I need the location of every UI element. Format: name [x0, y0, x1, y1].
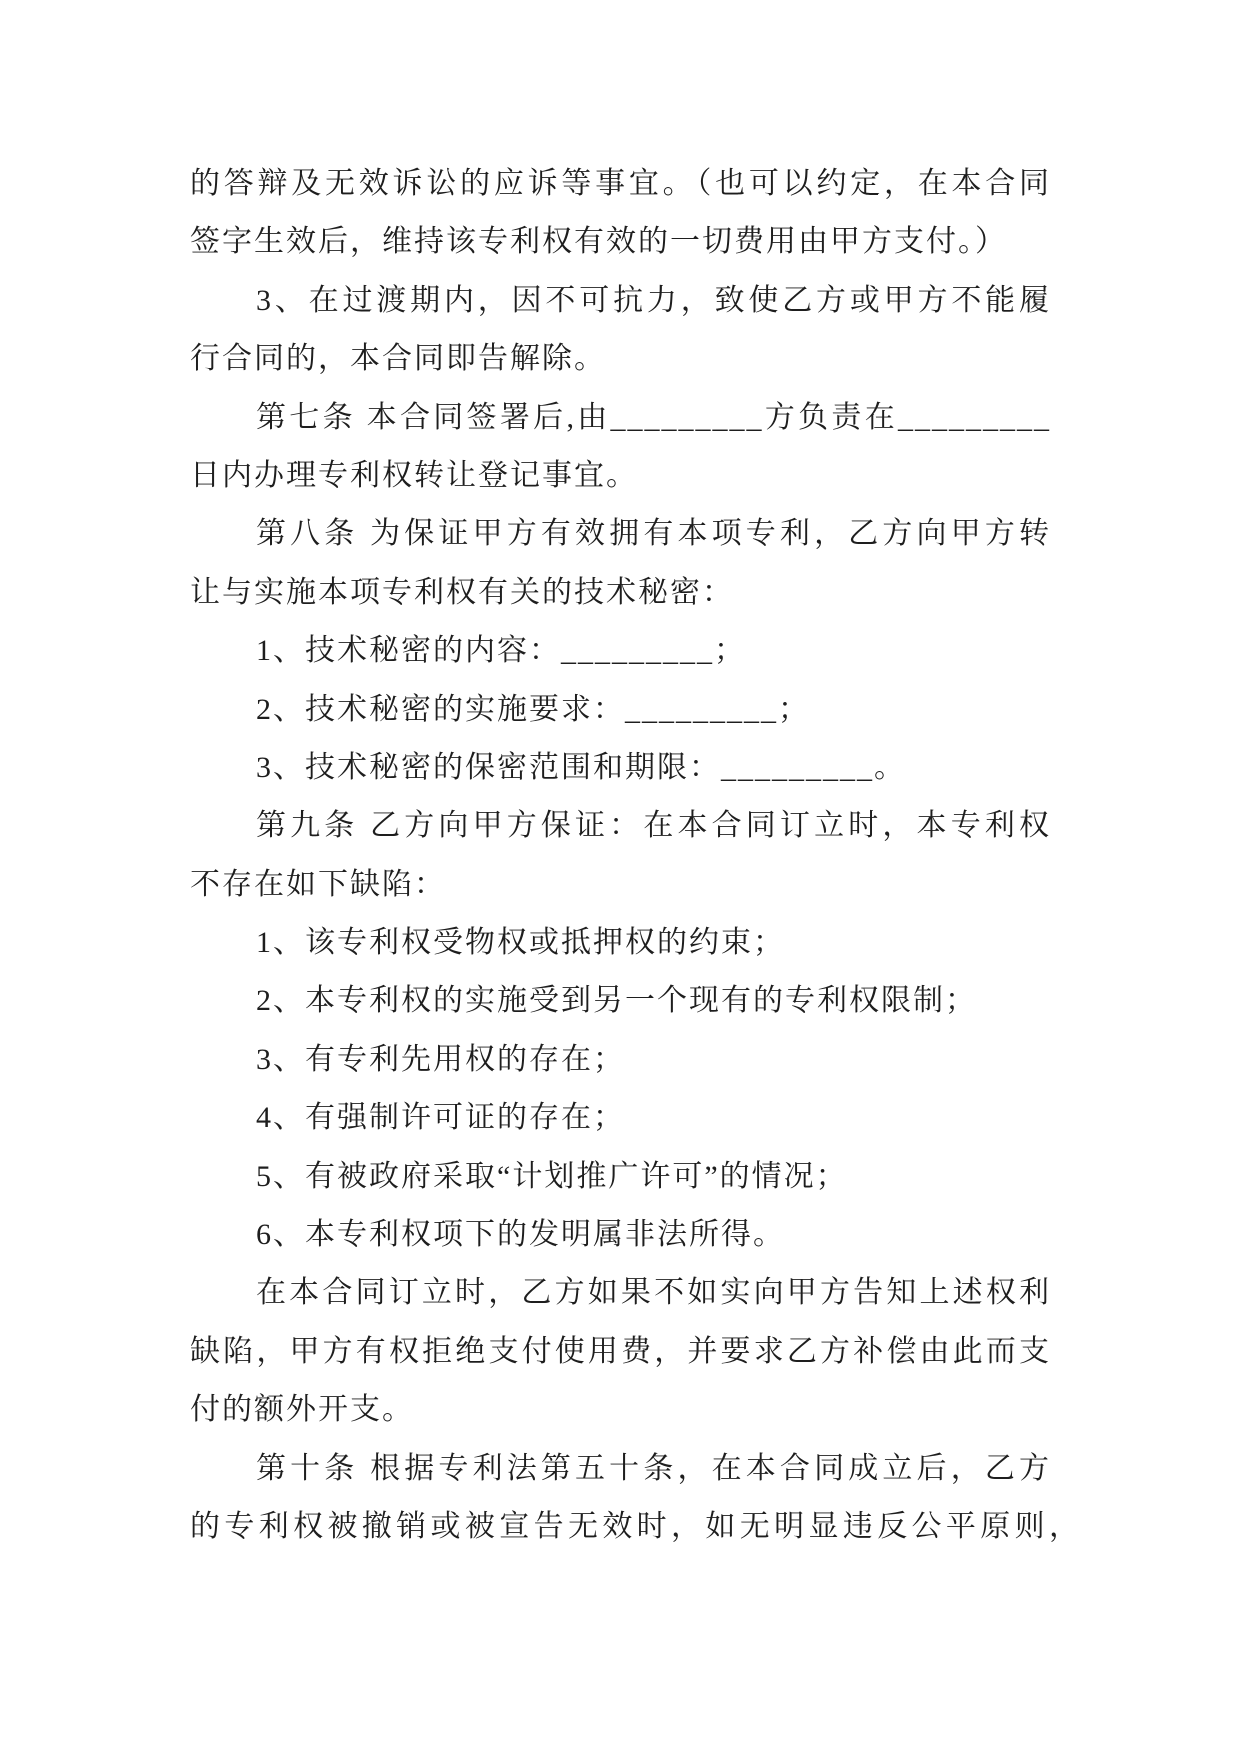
defect-item-4 [190, 1089, 1051, 1147]
text-line: 3、有专利先用权的存在； [256, 1042, 625, 1076]
text-line: 的答辩及无效诉讼的应诉等事宜。（也可以约定，在本合同 [190, 167, 1051, 200]
document-body [190, 155, 1081, 1556]
defect-item-5 [190, 1148, 1051, 1206]
text-line: 第七条 本合同签署后,由_________方负责在_________ [256, 400, 1051, 434]
defect-item-6 [190, 1206, 1051, 1264]
text-line: 签字生效后，维持该专利权有效的一切费用由甲方支付。） [190, 225, 1007, 259]
clause-10-paragraph [190, 1440, 1081, 1557]
text-line: 的专利权被撤销或被宣告无效时，如无明显违反公平原则， [190, 1509, 1081, 1543]
text-line: 4、有强制许可证的存在； [256, 1101, 625, 1135]
secret-requirements-item [190, 681, 1051, 739]
paragraph-continuation [190, 155, 1051, 272]
clause-9-paragraph [190, 797, 1051, 914]
clause-7-paragraph [190, 389, 1051, 506]
text-line: 2、技术秘密的实施要求：_________； [256, 692, 810, 726]
text-line: 不存在如下缺陷： [190, 867, 446, 901]
secret-content-item [190, 622, 1051, 680]
disclosure-obligation-paragraph [190, 1264, 1051, 1439]
text-line: 在本合同订立时，乙方如果不如实向甲方告知上述权利 [256, 1276, 1051, 1310]
text-line: 第十条 根据专利法第五十条，在本合同成立后，乙方 [256, 1451, 1051, 1485]
text-line: 1、技术秘密的内容：_________； [256, 634, 746, 668]
clause-8-paragraph [190, 505, 1051, 622]
text-line: 3、技术秘密的保密范围和期限：_________。 [256, 750, 906, 784]
text-line: 第八条 为保证甲方有效拥有本项专利，乙方向甲方转 [256, 517, 1051, 551]
defect-item-2 [190, 972, 1051, 1030]
defect-item-1 [190, 914, 1051, 972]
text-line: 日内办理专利权转让登记事宜。 [190, 458, 638, 492]
text-line: 2、本专利权的实施受到另一个现有的专利权限制； [256, 984, 977, 1018]
defect-item-3 [190, 1031, 1051, 1089]
text-line: 6、本专利权项下的发明属非法所得。 [256, 1218, 785, 1252]
text-line: 付的额外开支。 [190, 1393, 414, 1427]
text-line: 3、在过渡期内，因不可抗力，致使乙方或甲方不能履 [256, 283, 1051, 317]
text-line: 让与实施本项专利权有关的技术秘密： [190, 575, 734, 609]
text-line: 5、有被政府采取“计划推广许可”的情况； [256, 1159, 848, 1193]
text-line: 行合同的，本合同即告解除。 [190, 342, 606, 376]
text-line: 第九条 乙方向甲方保证：在本合同订立时，本专利权 [256, 809, 1051, 843]
secret-scope-item [190, 739, 1051, 797]
text-line: 1、该专利权受物权或抵押权的约束； [256, 926, 785, 960]
paragraph-item-3-force-majeure [190, 272, 1051, 389]
text-line: 缺陷，甲方有权拒绝支付使用费，并要求乙方补偿由此而支 [190, 1334, 1051, 1368]
